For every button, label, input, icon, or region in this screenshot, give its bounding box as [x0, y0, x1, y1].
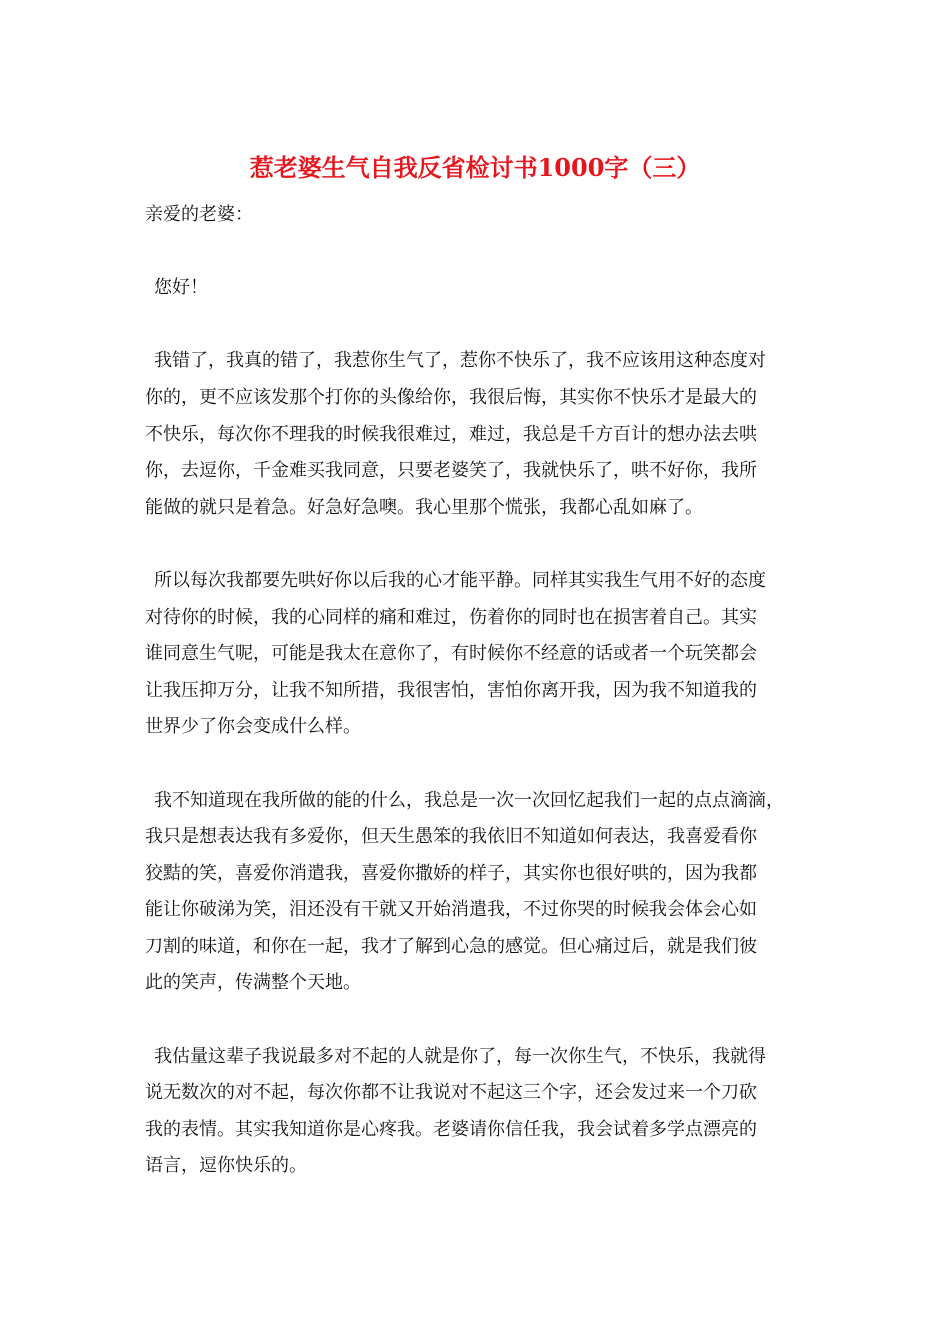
blank-line [145, 526, 835, 563]
document-title: 惹老婆生气自我反省检讨书1000字（三） [249, 153, 701, 182]
blank-line [145, 234, 835, 271]
blank-line [145, 307, 835, 344]
greeting [145, 270, 835, 307]
paragraph-4 [145, 1039, 835, 1185]
paragraph-line: 狡黠的笑，喜爱你消遣我，喜爱你撒娇的样子，其实你也很好哄的，因为我都 [145, 862, 757, 884]
paragraph-line: 语言，逗你快乐的。 [145, 1155, 307, 1177]
paragraph-line: 所以每次我都要先哄好你以后我的心才能平静。同样其实我生气用不好的态度 [154, 569, 766, 591]
paragraph-line: 能做的就只是着急。好急好急噢。我心里那个慌张，我都心乱如麻了。 [145, 496, 703, 518]
paragraph-line: 我错了，我真的错了，我惹你生气了，惹你不快乐了，我不应该用这种态度对 [154, 350, 766, 372]
paragraph-line: 我不知道现在我所做的能的什么，我总是一次一次回忆起我们一起的点点滴滴， [154, 789, 784, 811]
paragraph-line: 你，去逗你，千金难买我同意，只要老婆笑了，我就快乐了，哄不好你，我所 [145, 460, 757, 482]
paragraph-2 [145, 563, 835, 746]
document-body [145, 197, 835, 1185]
paragraph-line: 让我压抑万分，让我不知所措，我很害怕，害怕你离开我，因为我不知道我的 [145, 679, 757, 701]
paragraph-line: 我的表情。其实我知道你是心疼我。老婆请你信任我，我会试着多学点漂亮的 [145, 1118, 757, 1140]
paragraph-line: 刀割的味道，和你在一起，我才了解到心急的感觉。但心痛过后，就是我们彼 [145, 935, 757, 957]
blank-line [145, 1002, 835, 1039]
paragraph-1 [145, 343, 835, 526]
salutation-line: 亲爱的老婆： [145, 204, 253, 225]
paragraph-line: 我估量这辈子我说最多对不起的人就是你了，每一次你生气，不快乐，我就得 [154, 1045, 766, 1067]
paragraph-line: 不快乐，每次你不理我的时候我很难过，难过，我总是千方百计的想办法去哄 [145, 423, 757, 445]
paragraph-3 [145, 783, 835, 1003]
paragraph-line: 此的笑声，传满整个天地。 [145, 972, 361, 994]
paragraph-line: 世界少了你会变成什么样。 [145, 716, 361, 738]
paragraph-line: 对待你的时候，我的心同样的痛和难过，伤着你的同时也在损害着自己。其实 [145, 606, 757, 628]
salutation [145, 197, 835, 234]
paragraph-line: 你的，更不应该发那个打你的头像给你，我很后悔，其实你不快乐才是最大的 [145, 386, 757, 408]
paragraph-line: 能让你破涕为笑，泪还没有干就又开始消遣我，不过你哭的时候我会体会心如 [145, 899, 757, 921]
blank-line [145, 746, 835, 783]
greeting-line: 您好！ [154, 277, 208, 299]
paragraph-line: 我只是想表达我有多爱你，但天生愚笨的我依旧不知道如何表达，我喜爱看你 [145, 826, 757, 848]
paragraph-line: 谁同意生气呢，可能是我太在意你了，有时候你不经意的话或者一个玩笑都会 [145, 643, 757, 665]
paragraph-line: 说无数次的对不起，每次你都不让我说对不起这三个字，还会发过来一个刀砍 [145, 1082, 757, 1104]
